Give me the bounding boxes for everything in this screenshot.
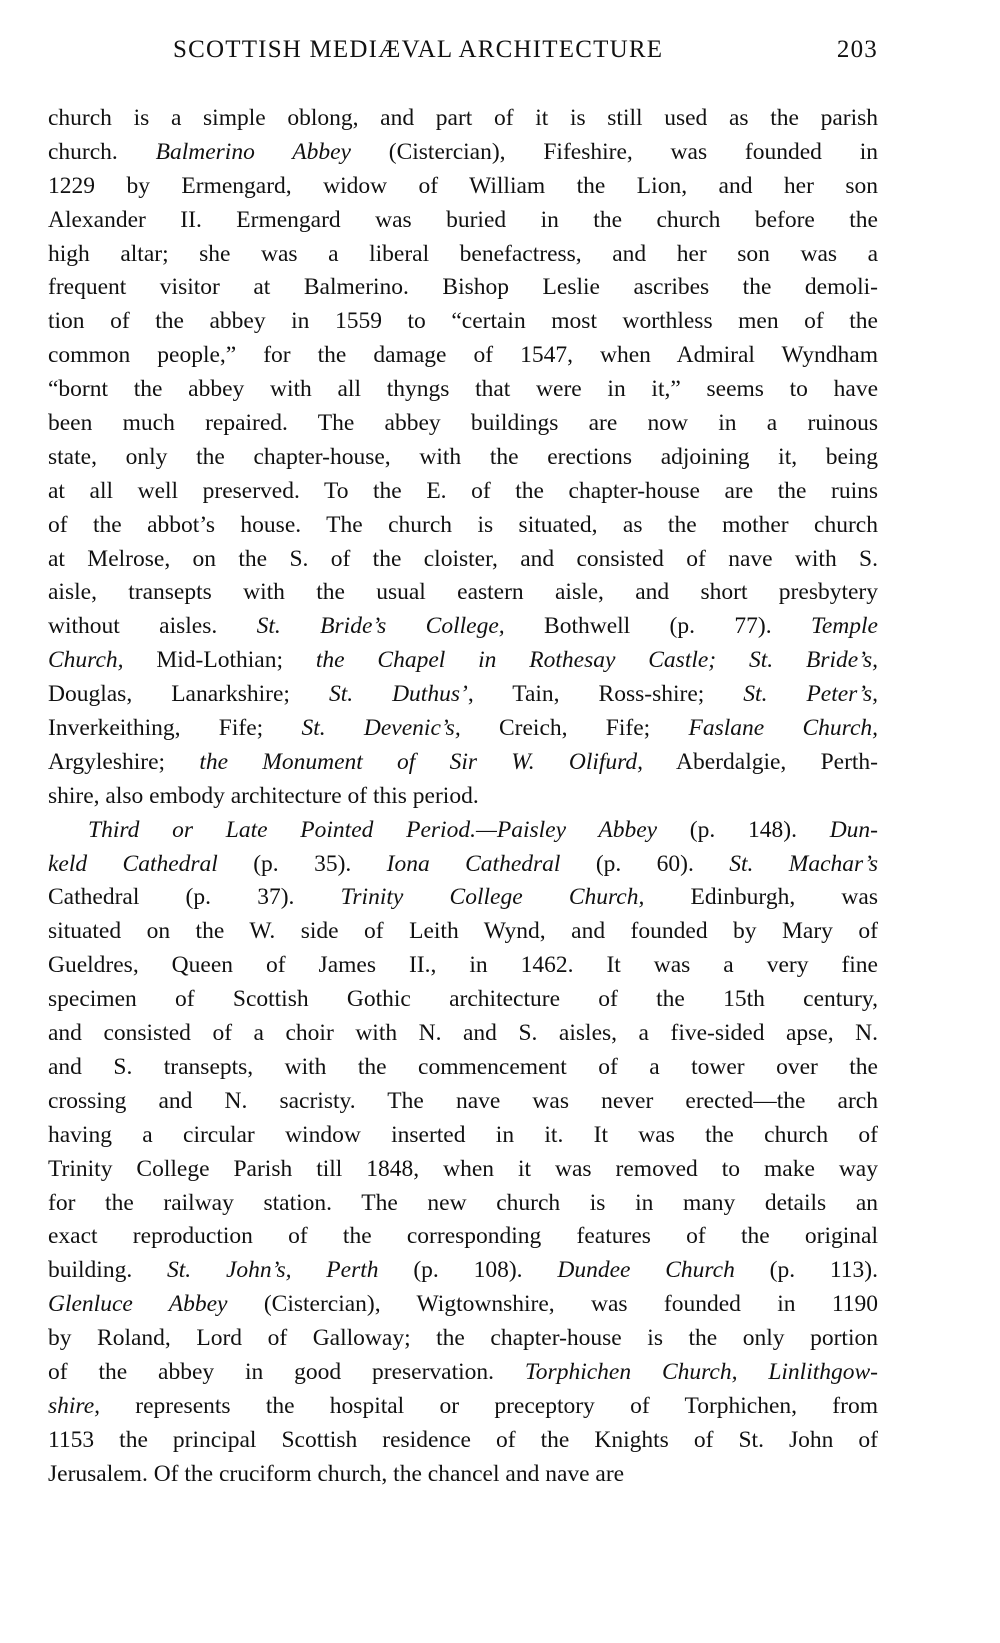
- text-line: [48, 136, 878, 170]
- text-run: specimen of Scottish Gothic architecture of the 15th century,: [48, 986, 878, 1013]
- text-line: [48, 1254, 878, 1288]
- text-line: [48, 1017, 878, 1051]
- text-run: Creich, Fife;: [460, 715, 689, 742]
- italic-run: shire,: [48, 1392, 101, 1419]
- italic-run: St. Machar’s: [729, 850, 879, 877]
- text-run: Gueldres, Queen of James II., in 1462. It was a very fine: [48, 952, 878, 979]
- text-line: [48, 475, 878, 509]
- italic-run: Torphichen Church, Linlithgow-: [524, 1358, 879, 1385]
- text-line: [48, 881, 878, 915]
- italic-run: the Monument of Sir W. Olifurd,: [199, 748, 644, 775]
- text-run: at all well preserved. To the E. of the chapter-house are the ruins: [48, 477, 878, 504]
- text-run: Trinity College Parish till 1848, when it was removed to make way: [48, 1155, 878, 1182]
- text-run: Alexander II. Ermengard was buried in the church before the: [48, 206, 878, 233]
- text-line: [48, 238, 878, 272]
- text-line: [48, 1390, 878, 1424]
- text-run: 1229 by Ermengard, widow of William the Lion, and her son: [48, 172, 878, 199]
- text-run: shire, also embody architecture of this period.: [48, 782, 479, 809]
- text-line: [48, 1322, 878, 1356]
- text-line: [48, 305, 878, 339]
- italic-run: Balmerino Abbey: [155, 138, 351, 165]
- text-line: [48, 1356, 878, 1390]
- text-line: [48, 373, 878, 407]
- text-run: at Melrose, on the S. of the cloister, and consisted of nave with S.: [48, 545, 878, 572]
- text-run: by Roland, Lord of Galloway; the chapter-house is the only portion: [48, 1325, 878, 1352]
- text-line: [48, 1187, 878, 1221]
- italic-run: St. John’s, Perth: [167, 1257, 379, 1284]
- text-line: [48, 339, 878, 373]
- text-line: [48, 1153, 878, 1187]
- italic-run: keld Cathedral: [48, 850, 218, 877]
- italic-run: Church,: [48, 647, 124, 674]
- text-run: 1153 the principal Scottish residence of the Knights of St. John of: [48, 1426, 878, 1453]
- text-line: [48, 170, 878, 204]
- text-line: [48, 576, 878, 610]
- text-run: “bornt the abbey with all thyngs that were in it,” seems to have: [48, 376, 878, 403]
- text-line: [48, 610, 878, 644]
- text-run: frequent visitor at Balmerino. Bishop Leslie ascribes the demoli-: [48, 274, 878, 301]
- italic-run: St. Devenic’s,: [301, 715, 461, 742]
- text-run: exact reproduction of the corresponding features of the original: [48, 1223, 878, 1250]
- italic-run: Dundee Church: [557, 1257, 735, 1284]
- text-line: [48, 407, 878, 441]
- text-run: Bothwell (p. 77).: [504, 613, 811, 640]
- text-line: [48, 1051, 878, 1085]
- paragraph: [48, 102, 878, 814]
- text-run: common people,” for the damage of 1547, when Admiral Wyndham: [48, 342, 878, 369]
- text-run: and S. transepts, with the commencement of a tower over the: [48, 1053, 878, 1080]
- text-run: having a circular window inserted in it. It was the church of: [48, 1121, 878, 1148]
- page-number: 203: [836, 36, 878, 63]
- text-run: situated on the W. side of Leith Wynd, and founded by Mary of: [48, 918, 878, 945]
- text-run: Inverkeithing, Fife;: [48, 715, 302, 742]
- text-run: (p. 35).: [217, 850, 387, 877]
- text-run: (p. 113).: [734, 1257, 878, 1284]
- text-run: building.: [48, 1257, 168, 1284]
- text-run: of the abbot’s house. The church is situated, as the mother church: [48, 511, 878, 538]
- text-run: Jerusalem. Of the cruciform church, the chancel and nave are: [48, 1460, 625, 1487]
- text-line: [48, 848, 878, 882]
- paragraph: [48, 814, 878, 1492]
- body-text: [48, 102, 878, 1492]
- italic-run: Trinity College Church,: [340, 884, 645, 911]
- text-run: state, only the chapter-house, with the erections adjoining it, being: [48, 443, 878, 470]
- text-line: [48, 1288, 878, 1322]
- text-line: [48, 983, 878, 1017]
- text-run: without aisles.: [48, 613, 257, 640]
- italic-run: Faslane Church,: [688, 715, 879, 742]
- text-run: (p. 148).: [657, 816, 830, 843]
- text-run: Aberdalgie, Perth-: [643, 748, 878, 775]
- italic-run: St. Duthus’: [328, 681, 468, 708]
- text-run: for the railway station. The new church is in many details an: [48, 1189, 878, 1216]
- text-line: [48, 915, 878, 949]
- text-run: high altar; she was a liberal benefactress, and her son was a: [48, 240, 878, 267]
- text-run: Argyleshire;: [48, 748, 200, 775]
- text-run: and consisted of a choir with N. and S. aisles, a five-sided apse, N.: [48, 1020, 878, 1047]
- text-run: church is a simple oblong, and part of it is still used as the parish: [48, 105, 878, 131]
- text-line: [48, 644, 878, 678]
- text-run: crossing and N. sacristy. The nave was never erected—the arch: [48, 1087, 878, 1114]
- italic-run: Glenluce Abbey: [48, 1291, 228, 1318]
- text-line: [48, 712, 878, 746]
- text-run: church.: [48, 138, 156, 165]
- text-line: [48, 441, 878, 475]
- running-head: [48, 34, 878, 74]
- text-line: [48, 678, 878, 712]
- text-run: of the abbey in good preservation.: [48, 1358, 525, 1385]
- italic-run: Iona Cathedral: [386, 850, 561, 877]
- italic-run: St. Bride’s College,: [256, 613, 505, 640]
- text-line: [48, 780, 878, 814]
- text-run: been much repaired. The abbey buildings are now in a ruinous: [48, 410, 878, 437]
- text-run: Mid-Lothian;: [123, 647, 316, 674]
- italic-run: Third or Late Pointed Period.—Paisley Abbey: [88, 816, 658, 843]
- text-line: [48, 271, 878, 305]
- text-run: tion of the abbey in 1559 to “certain most worthless men of the: [48, 308, 878, 335]
- running-title: SCOTTISH MEDIÆVAL ARCHITECTURE: [173, 36, 664, 63]
- text-line: [48, 1424, 878, 1458]
- text-line: [48, 543, 878, 577]
- book-page: [48, 34, 878, 1492]
- text-run: represents the hospital or preceptory of Torphichen, from: [100, 1392, 878, 1419]
- text-run: , Tain, Ross-shire;: [467, 681, 744, 708]
- text-run: (p. 108).: [378, 1257, 558, 1284]
- text-line: [48, 949, 878, 983]
- text-run: Edinburgh, was: [644, 884, 878, 911]
- italic-run: Dun-: [829, 816, 878, 843]
- italic-run: Temple: [810, 613, 878, 640]
- text-run: Douglas, Lanarkshire;: [48, 681, 329, 708]
- text-run: (p. 60).: [560, 850, 730, 877]
- text-line: [48, 1119, 878, 1153]
- italic-run: St. Peter’s,: [743, 681, 879, 708]
- text-run: aisle, transepts with the usual eastern aisle, and short presbytery: [48, 579, 878, 606]
- text-line: [48, 814, 878, 848]
- text-line: [48, 1085, 878, 1119]
- text-run: (Cistercian), Wigtownshire, was founded in 1190: [227, 1291, 878, 1318]
- text-run: Cathedral (p. 37).: [48, 884, 341, 911]
- text-line: [48, 204, 878, 238]
- text-line: [48, 509, 878, 543]
- text-line: [48, 746, 878, 780]
- text-run: (Cistercian), Fifeshire, was founded in: [350, 138, 878, 165]
- text-line: [48, 1458, 878, 1492]
- text-line: [48, 102, 878, 136]
- text-line: [48, 1220, 878, 1254]
- italic-run: the Chapel in Rothesay Castle; St. Bride’s,: [315, 647, 879, 674]
